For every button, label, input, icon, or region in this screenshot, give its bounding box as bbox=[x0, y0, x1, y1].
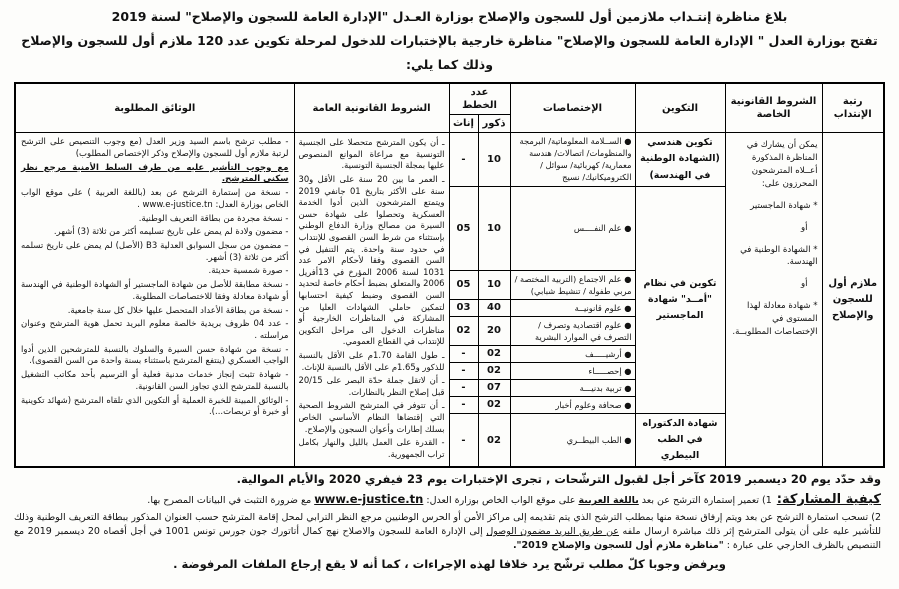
header-females: إناث bbox=[449, 115, 478, 133]
males-count: 02 bbox=[478, 413, 510, 467]
special-condition-line: أو bbox=[800, 222, 808, 233]
special-condition-line: يمكن أن يشارك في المناظرة المذكورة أعــلاه المترشحون المحرزون على: bbox=[746, 140, 818, 189]
females-count: - bbox=[449, 133, 478, 186]
specialization-cell: ● علم الاجتماع (التربية المختصة / مربي طفولة / تنشيط شبابي) bbox=[510, 270, 635, 299]
general-condition-item: ـ أن يكون المترشح متحصلا على الجنسية التونسية مع مراعاة الموانع المنصوص عليها بمجلة الجنسية التونسية. bbox=[298, 137, 445, 171]
males-count: 02 bbox=[478, 362, 510, 379]
specialization-cell: ● إحصـــــاء bbox=[510, 362, 635, 379]
step1-text: على موقع الواب الخاص بوزارة العدل: bbox=[423, 495, 579, 507]
document-item: - شهادة تثبت إنجاز خدمات مدنية فعلية أو الترسيم بأحد مكاتب التشغيل بالنسبة للمترشح الذي تجاوز السن القانونية. bbox=[21, 370, 289, 392]
females-count: 02 bbox=[449, 316, 478, 345]
males-count: 10 bbox=[478, 133, 510, 186]
step1-arabic-emphasis: باللغة العربية bbox=[578, 495, 639, 507]
males-count: 20 bbox=[478, 316, 510, 345]
special-condition-line: أو bbox=[800, 279, 808, 290]
header-positions-count: عدد الخطط bbox=[449, 83, 510, 115]
males-count: 02 bbox=[478, 396, 510, 413]
title-line-2: تفتح بوزارة العدل " الإدارة العامة للسجون والإصلاح" مناظرة خارجية بالإختبارات للدخول لمرحلة تكوين عدد 120 ملازم أول للسجون والإصلاح وذلك كما يلي: bbox=[21, 32, 878, 72]
step1-text: 1) تعمير إستمارة الترشح عن بعد bbox=[638, 495, 772, 507]
females-count: - bbox=[449, 362, 478, 379]
table-row bbox=[15, 133, 884, 186]
document-item-security-visa: مع وجوب التأشير عليه من طرف السلط الأمنية مرجع نظر سكنى المترشح. bbox=[21, 162, 289, 185]
document-item: - مضمون ولادة لم يمض على تاريخ تسليمه أكثر من ثلاثة (3) أشهر. bbox=[53, 227, 289, 238]
step1-text: مع ضرورة التثبت في البيانات المصرح بها. bbox=[147, 495, 315, 507]
special-condition-line: * الشهادة الوطنية في الهندسة. bbox=[740, 244, 818, 268]
documents-cell bbox=[15, 133, 294, 468]
specialization-cell: ● الطب البيطــري bbox=[510, 413, 635, 467]
header-row-1 bbox=[15, 83, 884, 115]
training-veterinary-cell: شهادة الدكتوراه في الطب البيطري bbox=[635, 413, 725, 467]
participation-step-2 bbox=[14, 511, 881, 554]
document-item: - نسخة من شهادة حسن السيرة والسلوك بالنسبة للمترشحين الذين أدوا الواجب العسكري (ينتفع المترشح باستثناء بسنة واحدة من السن القصوى). bbox=[21, 344, 289, 367]
document-item: - نسخة من إستمارة الترشح عن بعد (باللغة العربية ) على موقع الواب الخاص بوزارة العدل: www.e-justice.tn . bbox=[21, 188, 289, 210]
recruitment-table bbox=[14, 82, 885, 468]
males-count: 02 bbox=[478, 345, 510, 362]
females-count: - bbox=[449, 379, 478, 396]
females-count: - bbox=[449, 345, 478, 362]
rejection-notice: ويرفض وجوبا كلّ مطلب ترشّح يرد خلافا لهذه الإجراءات ، كما أنه لا يقع إرجاع الملفات المرفوضة . bbox=[173, 556, 726, 571]
general-conditions-cell bbox=[294, 133, 449, 468]
general-condition-item: ـ أن لاتقل جملة حدّة البصر على 20/15 قبل إصلاح النظر بالنظارات. bbox=[298, 375, 445, 397]
general-condition-item: ـ العمر ما بين 20 سنة على الأقل و30 سنة على الأكثر بتاريخ 01 جانفي 2019 ويتمتع المترشحون الذين أدوا الخدمة العسكرية وتحصلوا على شهادة حسن السيرة من مصالح وزارة الدفاع الوطني بإستثناء من شرط السن القصوى للإنتداب في حدود سنة واحدة. يتم التنفيل في السن القصوى وفقا لأحكام الامر عدد 1031 لسنة 2006 المؤرخ في 13أفريل 2006 والمتعلق بضبط أحكام خاصة لتحديد السن القصوى وضبط كيفية احتسابها لتمكين حاملي الشهادات العليا من المشاركة في المناظرات الخارجية أو مناظرات الدخول الى مراحل التكوين للإنتداب في القطاع العمومي. bbox=[298, 174, 445, 347]
document-item: - نسخة مطابقة للأصل من شهادة الماجستير أو الشهادة الوطنية في الهندسة أو شهادة معادلة وفقا للاختصاصات المطلوبة. bbox=[21, 280, 289, 302]
header-specializations: الإختصاصات bbox=[510, 83, 635, 133]
general-condition-item: ـ أن تتوفر في المترشح الشروط الصحية التي إقتضاها النظام الأساسي الخاص بسلك إطارات وأعوان السجون والإصلاح. bbox=[298, 400, 445, 434]
document-item: - مطلب ترشح باسم السيد وزير العدل (مع وجوب التنصيص على الترشح لرتبة ملازم أول للسجون والإصلاح وذكر الإختصاص المطلوب) bbox=[21, 137, 289, 159]
males-count: 07 bbox=[478, 379, 510, 396]
training-engineering-cell: تكوين هندسي (الشهادة الوطنية في الهندسة) bbox=[635, 133, 725, 186]
document-item: - صورة شمسية حديثة. bbox=[208, 266, 289, 277]
document-item: - الوثائق المبينة للخبرة العملية أو التكوين الذي تلقاه المترشح (شهائد تكوينية أو خبرة أو تربصات...). bbox=[21, 395, 289, 418]
specialization-cell: ● صحافة وعلوم أخبار bbox=[510, 396, 635, 413]
document-item: - نسخة من بطاقة الأعداد المتحصل عليها خلال كل سنة جامعية. bbox=[67, 305, 289, 316]
specialization-cell: ● تربية بدنيـــة bbox=[510, 379, 635, 396]
header-general-conditions: الشروط القانونية العامة bbox=[294, 83, 449, 133]
title-line-1: بلاغ مناظرة إنتـداب ملازمين أول للسجون والإصلاح بوزارة العـدل "الإدارة العامة للسجون والإصلاح" لسنة 2019 bbox=[111, 9, 788, 24]
females-count: 05 bbox=[449, 270, 478, 299]
deadline-line: وقد حدّد يوم 20 ديسمبر 2019 كآخر أجل لقبول الترشّحات , تجرى الإختبارات يوم 23 فيفري 2020 والأيام الموالية. bbox=[236, 472, 881, 487]
general-condition-item: ـ طول القامة 1.70م على الأقل بالنسبة للذكور و1.65م على الأقل بالنسبة للإناث. bbox=[298, 349, 445, 372]
specialization-cell: ● علم النفــــس bbox=[510, 186, 635, 270]
females-count: - bbox=[449, 413, 478, 467]
step2-text: إلى الإدارة العامة للسجون والاصلاح نهج كمال أتاتورك جون جورس تونس 1001 في أجل أقصاه 20 ديسمبر 2019 مع التنصيص بالظرف الخارجي على عبارة : bbox=[14, 526, 881, 552]
females-count: 03 bbox=[449, 299, 478, 316]
document-item: - نسخة مجردة من بطاقة التعريف الوطنية. bbox=[138, 213, 289, 224]
general-condition-item: - القدرة على العمل بالليل والنهار بكامل تراب الجمهورية. bbox=[298, 437, 445, 459]
specialization-cell: ● الســلامة المعلوماتية/ البرمجة والمنظومات/ اتصالات/ هندسة معمارية/ كهربائية/ سوائل / الكتروميكانيك/ نسيج bbox=[510, 133, 635, 186]
header-training: التكوين bbox=[635, 83, 725, 133]
females-count: 05 bbox=[449, 186, 478, 270]
special-condition-line: * شهادة معادلة لهذا المستوى في الإختصاصات المطلوبــة. bbox=[732, 301, 818, 338]
males-count: 10 bbox=[478, 186, 510, 270]
step2-envelope-label: "مناظرة ملازم أول للسجون والإصلاح 2019". bbox=[512, 540, 724, 552]
page-title bbox=[14, 5, 885, 76]
step2-text: 2) تسحب استمارة الترشح عن بعد ويتم إرفاق نسخة منها بمطلب الترشح الذي يتم تقديمه إلى مراكز الأمن أو الحرس الوطنيين مرجع النظر الترابي لمحل إقامة المترشح حسب العنوان المذكور ببطاقة التعريف الوطنية وذلك للتأشير عليه على أن يتولى المترشح إثر ذلك مباشرة ارسال ملفه bbox=[14, 511, 881, 538]
special-conditions-cell bbox=[725, 133, 822, 468]
specialization-cell: ● أرشيـــــف bbox=[510, 345, 635, 362]
specialization-cell: ● علوم اقتصادية وتصرف / التصرف في الموارد البشرية bbox=[510, 316, 635, 345]
header-documents: الوثائق المطلوبة bbox=[15, 83, 294, 133]
ministry-website-link[interactable]: www.e-justice.tn bbox=[314, 492, 424, 507]
females-count: - bbox=[449, 396, 478, 413]
document-item: – مضمون من سجل السوابق العدلية B3 (الأصل) لم يمض على تاريخ تسلمه أكثر من ثلاثة (3) أشهر. bbox=[21, 241, 289, 263]
document-item: - عدد 04 ظروف بريدية خالصة معلوم البريد تحمل هوية المترشح وعنوان مراسلته . bbox=[21, 319, 289, 342]
participation-step-1 bbox=[14, 490, 881, 510]
step2-registered-mail-emphasis: عن طريق البريد مضمون الوصول bbox=[486, 526, 619, 538]
header-rank: رتبة الإنتداب bbox=[822, 83, 884, 133]
rank-value-cell: ملازم أول للسجون والإصلاح bbox=[822, 133, 884, 468]
participation-heading: كيفية المشاركة: bbox=[776, 492, 881, 508]
footer bbox=[14, 472, 885, 570]
special-condition-line: * شهادة الماجستير bbox=[750, 200, 818, 211]
males-count: 10 bbox=[478, 270, 510, 299]
header-special-conditions: الشروط القانونية الخاصة bbox=[725, 83, 822, 133]
header-males: ذكور bbox=[478, 115, 510, 133]
males-count: 40 bbox=[478, 299, 510, 316]
training-amd-cell: تكوين في نظام "أمــد" شهادة الماجستير bbox=[635, 186, 725, 413]
specialization-cell: ● علوم قانونيــة bbox=[510, 299, 635, 316]
